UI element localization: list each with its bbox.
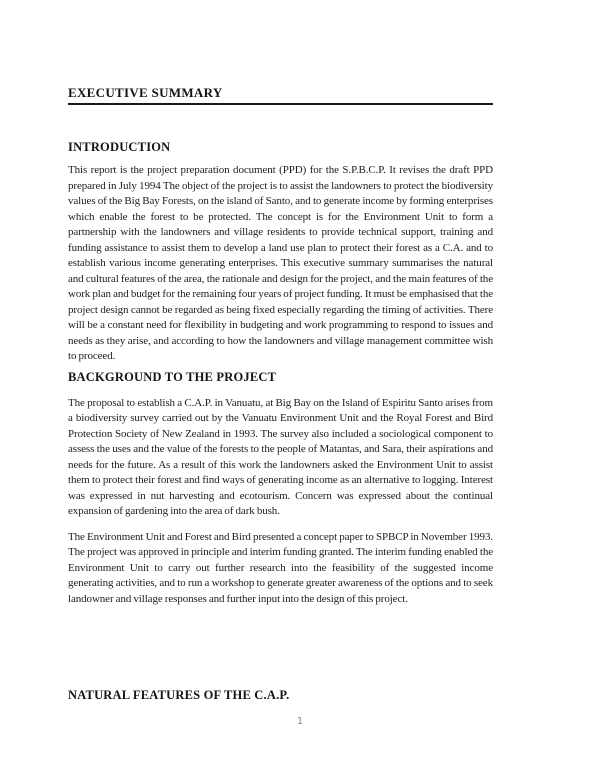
document-title: EXECUTIVE SUMMARY	[68, 86, 493, 105]
document-body	[68, 0, 493, 607]
paragraph-background-1: The proposal to establish a C.A.P. in Vanuatu, at Big Bay on the Island of Espiritu Santo arises from a biodiversity survey carried out by the Vanuatu Environment Unit and the Royal Forest and Bird Protection Society of New Zealand in 1993. The survey also included a sociological component to assess the uses and the value of the forests to the people of Matantas, and Sara, their aspirations and needs for the future. As a result of this work the landowners asked the Environment Unit to assist them to protect their forest and find ways of generating income as an alternative to logging. Interest was expressed in nut harvesting and ecotourism. Concern was expressed about the continual expansion of gardening into the area of dark bush.	[68, 396, 493, 517]
page-number: 1	[296, 716, 304, 727]
section-heading-background: BACKGROUND TO THE PROJECT	[68, 369, 277, 384]
paragraph-background-2: The Environment Unit and Forest and Bird presented a concept paper to SPBCP in November 1993. The project was approved in principle and interim funding granted. The interim funding enabled the Environment Unit to carry out further research into the feasibility of the suggested income generating activities, and to run a workshop to generate greater awareness of the options and to seek landowner and village responses and further input into the design of this project.	[68, 530, 493, 605]
section-heading-natural-features: NATURAL FEATURES OF THE C.A.P.	[68, 688, 290, 702]
section-heading-introduction: INTRODUCTION	[68, 140, 171, 154]
paragraph-introduction: This report is the project preparation document (PPD) for the S.P.B.C.P. It revises the draft PPD prepared in July 1994 The object of the project is to assist the landowners to protect the biodiversity values of the Big Bay Forests, on the island of Santo, and to generate income by forming enterprises which enable the forest to be protected. The concept is for the Environment Unit to form a partnership with the landowners and village residents to provide technical support, training and funding assistance to assist them to develop a land use plan to protect their forest as a C.A. and to establish various income generating enterprises. This executive summary summarises the natural and cultural features of the area, the rationale and design for the project, and the main features of the work plan and budget for the remaining four years of project funding. It must be emphasised that the project design cannot be regarded as being fixed especially regarding the timing of activities. There will be a constant need for flexibility in budgeting and work programming to respond to issues and needs as they arise, and according to how the landowners and village management committee wish to proceed.	[68, 164, 493, 362]
